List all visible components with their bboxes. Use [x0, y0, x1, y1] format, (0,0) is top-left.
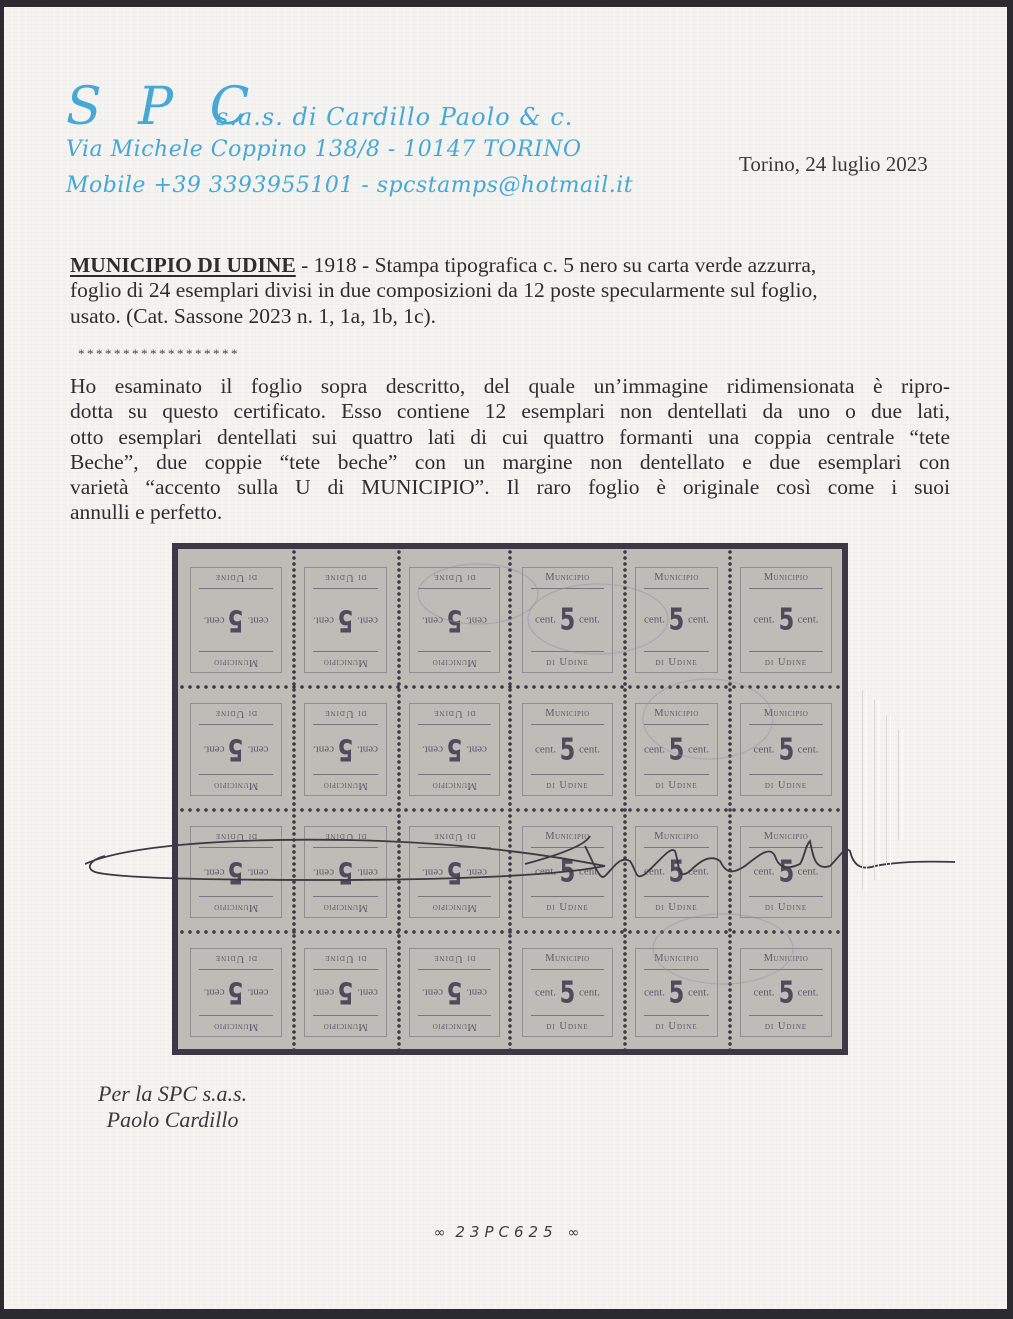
stamp-value: 5: [337, 602, 354, 638]
stamp-cent-left: cent.: [356, 743, 379, 756]
stamp: [292, 808, 397, 930]
stamp-rule: [313, 724, 378, 725]
stamp-value: 5: [228, 732, 244, 767]
stamp-bottom-text: di Udine: [214, 708, 258, 719]
stamp: [292, 549, 397, 685]
stamp-top-text: Municipio: [323, 657, 368, 668]
stamp-value-line: [191, 603, 281, 638]
stamp-bottom-text: di Udine: [324, 572, 367, 583]
company-address: Via Michele Coppino 138/8 - 10147 TORINO: [66, 137, 582, 162]
stamp-value-line: [741, 975, 831, 1010]
description-title: MUNICIPIO DI UDINE: [70, 253, 296, 277]
stamp-rule: [418, 969, 491, 970]
stamp-cent-right: cent.: [578, 743, 601, 756]
stamp-value: 5: [446, 732, 463, 767]
examination-line: varietà “accento sulla U di MUNICIPIO”. Il raro foglio è originale così come i suoi: [70, 475, 950, 500]
stamp-value: 5: [668, 854, 685, 890]
perforation-horizontal: [178, 685, 842, 689]
stamp-cent-left: cent.: [465, 866, 488, 879]
stamp-value: 5: [668, 732, 685, 767]
stamp-rule: [418, 651, 491, 652]
stamp-rule: [418, 774, 491, 775]
stamp-value: 5: [446, 602, 463, 638]
stamp-cent-left: cent.: [247, 986, 269, 999]
stamp-value-line: [741, 603, 831, 638]
stamp-value-line: [305, 855, 386, 890]
stamp-top-text: Municipio: [213, 657, 259, 668]
stamp-top-text: Municipio: [654, 831, 699, 842]
perforation-horizontal: [178, 808, 842, 812]
stamp-cent-left: cent.: [465, 986, 488, 999]
stamp-rule: [313, 774, 378, 775]
stamp-cent-right: cent.: [312, 866, 335, 879]
stamp-value: 5: [559, 732, 576, 767]
stamp-bottom-text: di Udine: [214, 953, 258, 964]
separator-stars: ******************: [78, 346, 240, 361]
stamp-cent-right: cent.: [312, 743, 335, 756]
stamp-bottom-text: di Udine: [324, 831, 367, 842]
stamp-cent-right: cent.: [687, 743, 710, 756]
signature-block: [98, 1081, 247, 1133]
stamp-bottom-text: di Udine: [546, 780, 589, 791]
stamp-frame: [740, 703, 832, 796]
stamp-value: 5: [446, 975, 463, 1010]
stamp-value-line: [410, 732, 499, 767]
stamp-cent-right: cent.: [687, 865, 710, 878]
stamp-frame: [409, 948, 500, 1037]
stamp-cent-right: cent.: [687, 613, 710, 626]
stamp: [623, 808, 728, 930]
stamp-frame: [635, 567, 718, 673]
stamp-value-line: [191, 855, 281, 890]
stamp: [728, 808, 842, 930]
stamp-rule: [199, 588, 273, 589]
stamp: [510, 930, 623, 1049]
stamp-top-text: Municipio: [213, 780, 259, 791]
stamp-value: 5: [668, 602, 685, 638]
stamp-rule: [644, 847, 709, 848]
stamp-cent-right: cent.: [797, 986, 819, 999]
signature-line-name: Paolo Cardillo: [106, 1107, 239, 1132]
stamp-value-line: [636, 975, 717, 1010]
stamp-rule: [749, 847, 823, 848]
stamp-rule: [644, 724, 709, 725]
stamp-cent-left: cent.: [356, 866, 379, 879]
signature-line-company: Per la SPC s.a.s.: [98, 1081, 248, 1106]
company-logo: S P C: [66, 77, 260, 137]
stamp-frame: [304, 826, 387, 918]
perforation-horizontal: [178, 930, 842, 934]
stamp-top-text: Municipio: [763, 572, 809, 583]
examination-line: dotta su questo certificato. Esso contiene 12 esemplari non dentellati da uno o due lati,: [70, 399, 950, 424]
stamp-value: 5: [668, 975, 685, 1010]
perforation-vertical: [508, 549, 512, 1049]
stamp-cent-left: cent.: [247, 866, 269, 879]
stamp-value-line: [410, 975, 499, 1010]
stamp-bottom-text: di Udine: [764, 657, 808, 668]
stamp-value: 5: [337, 975, 354, 1010]
stamp-rule: [644, 969, 709, 970]
stamp: [397, 549, 510, 685]
stamp-top-text: Municipio: [763, 831, 809, 842]
description-line: - 1918 - Stampa tipografica c. 5 nero su carta verde azzurra,: [295, 253, 817, 277]
certificate-serial: [0, 1223, 1013, 1241]
stamp-cent-left: cent.: [534, 865, 557, 878]
stamp-value: 5: [446, 854, 463, 890]
stamp-value: 5: [228, 602, 244, 638]
stamp-value-line: [191, 732, 281, 767]
stamp-rule: [313, 847, 378, 848]
examination-line: Ho esaminato il foglio sopra descritto, del quale un’immagine ridimensionata è ripro-: [70, 374, 950, 398]
stamp-frame: [304, 948, 387, 1037]
stamp-value-line: [305, 603, 386, 638]
stamp-top-text: Municipio: [654, 953, 699, 964]
stamp-value-line: [523, 855, 612, 890]
stamp-bottom-text: di Udine: [433, 708, 476, 719]
stamp-frame: [304, 567, 387, 673]
stamp-rule: [531, 1015, 604, 1016]
stamp-top-text: Municipio: [763, 953, 809, 964]
stamp-top-text: Municipio: [432, 902, 477, 913]
stamp-bottom-text: di Udine: [655, 780, 698, 791]
stamp-value-line: [523, 603, 612, 638]
stamp: [178, 685, 292, 808]
stamp-top-text: Municipio: [323, 1021, 368, 1032]
stamp-cent-right: cent.: [578, 613, 601, 626]
stamp-rule: [749, 969, 823, 970]
stamp-rule: [313, 969, 378, 970]
stamp: [178, 549, 292, 685]
stamp-frame: [304, 703, 387, 796]
stamp-bottom-text: di Udine: [764, 780, 808, 791]
stamp-cent-left: cent.: [534, 613, 557, 626]
stamp-cent-left: cent.: [643, 986, 666, 999]
stamp-rule: [199, 896, 273, 897]
description-line: foglio di 24 esemplari divisi in due composizioni da 12 poste specularmente sul foglio,: [70, 278, 818, 303]
stamp-bottom-text: di Udine: [546, 1021, 589, 1032]
stamp-bottom-text: di Udine: [764, 902, 808, 913]
stamp-top-text: Municipio: [323, 780, 368, 791]
examination-line: otto esemplari dentellati sui quattro lati di cui quattro formanti una coppia centrale “tete: [70, 424, 950, 449]
stamp-value-line: [636, 855, 717, 890]
stamp: [178, 930, 292, 1049]
stamp-top-text: Municipio: [763, 708, 809, 719]
perforation-vertical: [292, 549, 296, 1049]
ornament-left-icon: ∞: [433, 1225, 446, 1241]
stamp: [397, 930, 510, 1049]
stamp-cent-left: cent.: [465, 614, 488, 627]
stamp-rule: [749, 774, 823, 775]
stamp-rule: [749, 588, 823, 589]
stamp-cent-right: cent.: [797, 613, 819, 626]
stamp-bottom-text: di Udine: [324, 708, 367, 719]
stamp: [292, 685, 397, 808]
stamp-frame: [190, 703, 282, 796]
stamp-value-line: [191, 975, 281, 1010]
stamp-top-text: Municipio: [654, 708, 699, 719]
stamp-bottom-text: di Udine: [433, 953, 476, 964]
stamp-bottom-text: di Udine: [433, 572, 476, 583]
description-line: usato. (Cat. Sassone 2023 n. 1, 1a, 1b, 1c).: [70, 303, 437, 328]
stamp-bottom-text: di Udine: [324, 953, 367, 964]
stamp-frame: [522, 567, 613, 673]
stamp-cent-right: cent.: [312, 614, 335, 627]
embossed-seal: [858, 690, 918, 890]
stamp-bottom-text: di Udine: [655, 902, 698, 913]
stamp-bottom-text: di Udine: [655, 1021, 698, 1032]
stamp-cent-left: cent.: [753, 865, 775, 878]
stamp-cent-right: cent.: [797, 743, 819, 756]
stamp-cent-left: cent.: [753, 613, 775, 626]
stamp-cent-right: cent.: [312, 986, 335, 999]
stamp-cent-right: cent.: [421, 866, 444, 879]
stamp-top-text: Municipio: [432, 780, 477, 791]
stamp-bottom-text: di Udine: [433, 831, 476, 842]
stamp-rule: [199, 1015, 273, 1016]
stamp-value-line: [741, 855, 831, 890]
stamp-rule: [531, 847, 604, 848]
stamp-value-line: [741, 732, 831, 767]
examination-line: annulli e perfetto.: [70, 500, 223, 525]
stamp-value: 5: [559, 854, 576, 890]
stamp-bottom-text: di Udine: [655, 657, 698, 668]
stamp-value: 5: [778, 975, 794, 1010]
stamp-top-text: Municipio: [545, 831, 590, 842]
stamp-rule: [644, 588, 709, 589]
stamp-value: 5: [337, 854, 354, 890]
stamp-cent-right: cent.: [203, 743, 225, 756]
stamp-description: [70, 253, 950, 329]
stamp-cent-left: cent.: [643, 865, 666, 878]
stamp: [178, 808, 292, 930]
stamp-cent-right: cent.: [421, 614, 444, 627]
stamp: [397, 808, 510, 930]
stamp-top-text: Municipio: [545, 572, 590, 583]
stamp: [623, 549, 728, 685]
stamp-frame: [635, 703, 718, 796]
stamp-rule: [531, 588, 604, 589]
stamp-rule: [644, 651, 709, 652]
stamp-cent-left: cent.: [247, 614, 269, 627]
stamp-cent-left: cent.: [534, 986, 557, 999]
stamp-value: 5: [559, 602, 576, 638]
company-contact: Mobile +39 3393955101 - spcstamps@hotmail.it: [66, 173, 634, 198]
stamp-frame: [409, 567, 500, 673]
stamp-rule: [418, 847, 491, 848]
stamp-top-text: Municipio: [432, 1021, 477, 1032]
stamp-frame: [190, 948, 282, 1037]
stamp-value: 5: [228, 975, 244, 1010]
stamp-rule: [313, 651, 378, 652]
stamp-value: 5: [337, 732, 354, 767]
stamp-rule: [418, 1015, 491, 1016]
stamp: [728, 930, 842, 1049]
stamp-cent-right: cent.: [578, 986, 601, 999]
stamp: [292, 930, 397, 1049]
stamp-cent-right: cent.: [203, 866, 225, 879]
stamp-sheet-image: [172, 543, 848, 1055]
stamp-frame: [740, 567, 832, 673]
stamp-frame: [190, 567, 282, 673]
ornament-right-icon: ∞: [567, 1225, 580, 1241]
stamp-value: 5: [559, 975, 576, 1010]
stamp-top-text: Municipio: [545, 953, 590, 964]
examination-text: [70, 374, 950, 526]
stamp-value-line: [305, 732, 386, 767]
stamp-value-line: [305, 975, 386, 1010]
stamp-frame: [740, 948, 832, 1037]
perforation-vertical: [397, 549, 401, 1049]
stamp-rule: [531, 896, 604, 897]
stamp-value: 5: [778, 732, 794, 767]
stamp-cent-right: cent.: [203, 986, 225, 999]
perforation-vertical: [728, 549, 732, 1049]
stamp-value: 5: [778, 854, 794, 890]
stamp-frame: [409, 826, 500, 918]
stamp-bottom-text: di Udine: [546, 902, 589, 913]
stamp-rule: [199, 724, 273, 725]
stamp-value-line: [523, 975, 612, 1010]
stamp-rule: [418, 588, 491, 589]
perforation-vertical: [623, 549, 627, 1049]
stamp-top-text: Municipio: [323, 902, 368, 913]
stamp-bottom-text: di Udine: [214, 572, 258, 583]
stamp: [728, 685, 842, 808]
stamp-rule: [418, 724, 491, 725]
stamp-rule: [199, 847, 273, 848]
stamp-cent-left: cent.: [465, 743, 488, 756]
stamp-top-text: Municipio: [545, 708, 590, 719]
stamp-frame: [740, 826, 832, 918]
stamp-cent-left: cent.: [643, 743, 666, 756]
stamp-cent-right: cent.: [797, 865, 819, 878]
stamp: [623, 685, 728, 808]
stamp-rule: [749, 651, 823, 652]
stamp: [510, 549, 623, 685]
stamp-value: 5: [228, 854, 244, 890]
stamp-cent-left: cent.: [753, 986, 775, 999]
stamp-value-line: [636, 732, 717, 767]
stamp-rule: [531, 651, 604, 652]
examination-line: Beche”, due coppie “tete beche” con un margine non dentellato e due esemplari con: [70, 449, 950, 474]
stamp-frame: [409, 703, 500, 796]
stamp-rule: [531, 774, 604, 775]
stamp: [728, 549, 842, 685]
stamp-cent-right: cent.: [578, 865, 601, 878]
serial-code: 23PC625: [455, 1223, 558, 1241]
stamp-rule: [749, 724, 823, 725]
stamp-rule: [199, 651, 273, 652]
stamp-rule: [199, 774, 273, 775]
stamp-cent-right: cent.: [421, 986, 444, 999]
stamp-frame: [635, 948, 718, 1037]
stamp-rule: [644, 896, 709, 897]
stamp-bottom-text: di Udine: [764, 1021, 808, 1032]
stamp: [510, 808, 623, 930]
stamp-frame: [522, 703, 613, 796]
company-name: s.a.s. di Cardillo Paolo & c.: [216, 103, 574, 131]
stamp-cent-right: cent.: [687, 986, 710, 999]
stamp-bottom-text: di Udine: [546, 657, 589, 668]
stamp-cent-right: cent.: [203, 614, 225, 627]
stamp-top-text: Municipio: [213, 902, 259, 913]
stamp-cent-left: cent.: [356, 986, 379, 999]
stamp-rule: [644, 1015, 709, 1016]
stamp: [397, 685, 510, 808]
stamp-top-text: Municipio: [213, 1021, 259, 1032]
stamp-top-text: Municipio: [654, 572, 699, 583]
stamp-cent-left: cent.: [643, 613, 666, 626]
stamp-value-line: [523, 732, 612, 767]
stamp-rule: [313, 1015, 378, 1016]
stamp: [623, 930, 728, 1049]
certificate-date: Torino, 24 luglio 2023: [739, 152, 928, 176]
stamp: [510, 685, 623, 808]
stamp-rule: [749, 1015, 823, 1016]
stamp-rule: [199, 969, 273, 970]
stamp-rule: [644, 774, 709, 775]
stamp-rule: [313, 896, 378, 897]
stamp-rule: [749, 896, 823, 897]
stamp-frame: [635, 826, 718, 918]
stamp-cent-left: cent.: [534, 743, 557, 756]
stamp-rule: [418, 896, 491, 897]
stamp-rule: [531, 724, 604, 725]
stamp-bottom-text: di Udine: [214, 831, 258, 842]
stamp-value-line: [636, 603, 717, 638]
stamp-rule: [313, 588, 378, 589]
stamp-cent-left: cent.: [247, 743, 269, 756]
stamp-value: 5: [778, 602, 794, 638]
stamp-cent-left: cent.: [753, 743, 775, 756]
stamp-value-line: [410, 603, 499, 638]
stamp-rule: [531, 969, 604, 970]
stamp-cent-left: cent.: [356, 614, 379, 627]
stamp-value-line: [410, 855, 499, 890]
stamp-frame: [522, 948, 613, 1037]
stamp-top-text: Municipio: [432, 657, 477, 668]
stamp-frame: [522, 826, 613, 918]
stamp-frame: [190, 826, 282, 918]
stamp-cent-right: cent.: [421, 743, 444, 756]
